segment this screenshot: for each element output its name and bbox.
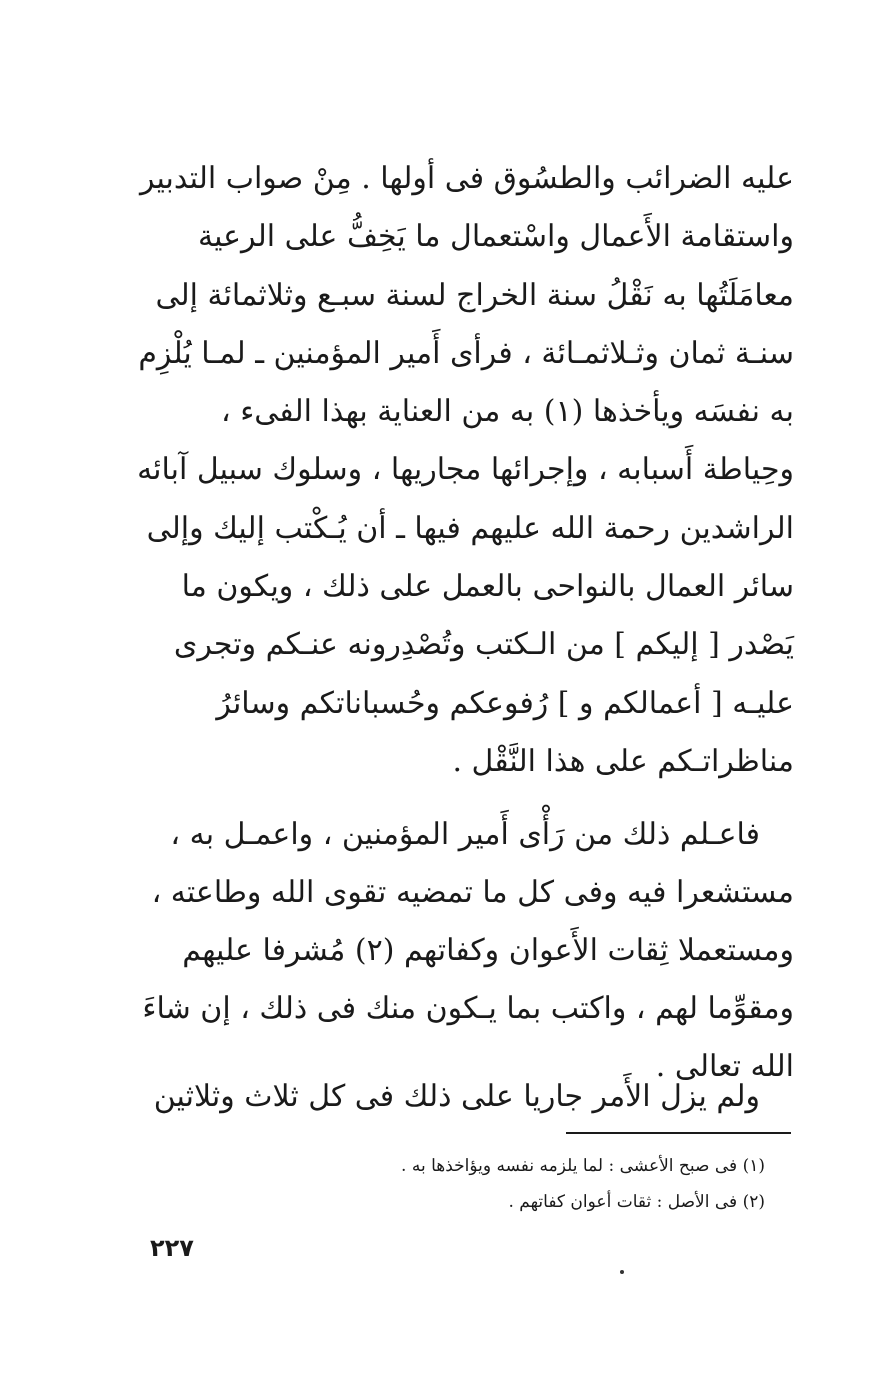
footnote-1: (١) فى صبح الأعشى : لما يلزمه نفسه ويؤاخذها به . xyxy=(401,1156,765,1176)
body-paragraph-1: عليه الضرائب والطسُوق فى أولها . مِنْ صواب التدبير واستقامة الأَعمال واسْتعمال ما يَخِفُّ على الرعية معامَلَتُها به نَقْلُ سنة الخراج لسنة سبـع وثلاثمائة إلى سنـة ثمان وثـلاثمـائة ، فرأى أَمير المؤمنين ـ لمـا يُلْزِم به نفسَه ويأخذها (١) به من العناية بهذا الفىء ، وحِياطة أَسبابه ، وإجرائها مجاريها ، وسلوك سبيل آبائه الراشدين رحمة الله عليهم فيها ـ أن يُـكْتب إليك وإلى سائر العمال بالنواحى بالعمل على ذلك ، ويكون ما يَصْدر [ إليكم ] من الـكتب وتُصْدِرونه عنـكم وتجرى عليـه [ أعمالكم و ] رُفوعكم وحُسباناتكم وسائرُ مناظراتـكم على هذا النَّقْل . xyxy=(137,161,794,779)
body-paragraph-2: فاعـلم ذلك من رَأْى أَمير المؤمنين ، واعمـل به ، مستشعرا فيه وفى كل ما تمضيه تقوى الله وطاعته ، ومستعملا ثِقات الأَعوان وكفاتهم (٢) مُشرفا عليهم ومقوِّما لهم ، واكتب بما يـكون منك فى ذلك ، إن شاءَ الله تعالى . xyxy=(142,817,794,1084)
footnote-2: (٢) فى الأصل : ثقات أعوان كفاتهم . xyxy=(508,1192,765,1212)
body-paragraph-3: ولم يزل الأَمر جاريا على ذلك فى كل ثلاث وثلاثين xyxy=(153,1079,760,1114)
footnote-separator xyxy=(566,1132,791,1134)
page-number: ٢٢٧ xyxy=(150,1234,194,1262)
ink-speck xyxy=(620,1270,624,1274)
footnotes xyxy=(300,1148,765,1220)
